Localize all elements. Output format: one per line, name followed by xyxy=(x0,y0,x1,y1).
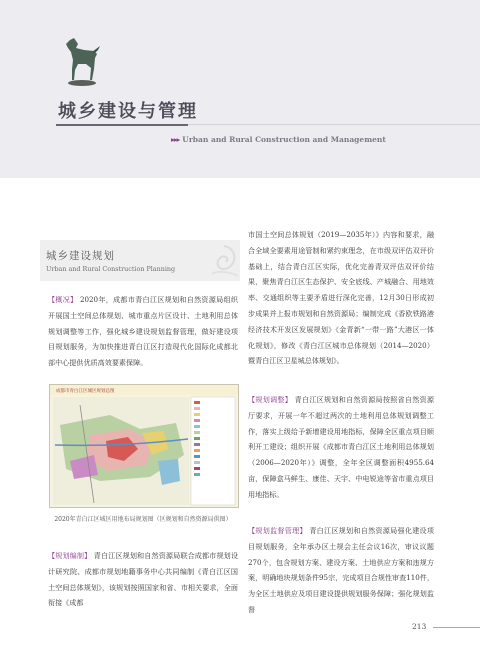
para-tag-adjustment: 【规划调整】 xyxy=(248,395,293,404)
right-column-para-2 xyxy=(248,392,434,503)
para-text: 青白江区规划和自然资源局联合成都市规划设计研究院、成都市规划地籍事务中心共同编制《青白江区国土空间总体规划》，该规划按照国家和省、市相关要求，全面衔接《成都 xyxy=(48,551,239,608)
para-text: 市国土空间总体规划（2019—2035年）》内容和要求，融合全域全要素用途管制和紧约束理念，在市级双评估双评价基础上，结合青白江区实际，优化完善青双评估双评价结果，聚焦青白江区生态保护、安全底线、产城融合、用地效率、交通组织等主要矛盾进行深化完善，12月30日形成初步成果并上报市规划和自然资源局；编制完成《香欧铁路港经济技术开发区发展规划》《金青新“一带一路”大港区一体化规划》，修改《青白江区城市总体规划（2014—2020）暨青白江区卫星城总体规划》。 xyxy=(248,230,434,366)
section-subtitle: Urban and Rural Construction Planning xyxy=(46,265,176,273)
page-number-rule xyxy=(433,627,480,628)
page-header xyxy=(0,0,480,178)
map-graphic xyxy=(50,385,238,507)
para-tag-overview: 【概况】 xyxy=(48,295,78,304)
para-tag-supervision: 【规划监督管理】 xyxy=(248,526,307,535)
chapter-title: 城乡建设与管理 xyxy=(58,101,198,122)
decorative-swirl-icon xyxy=(208,242,240,278)
page-number: 213 xyxy=(412,622,427,631)
section-title: 城乡建设规划 xyxy=(46,250,115,262)
left-column-para-2 xyxy=(48,548,238,611)
map-caption: 2020年青白江区城区用地布局规划图（区规划和自然资源局供图） xyxy=(54,516,232,523)
para-text: 青白江区规划和自然资源局按照省自然资源厅要求，开展一年不超过两次的土地利用总体规划调整工作，落实上级给予新增建设用地指标，保障全区重点项目顺利开工建设；组织开展《成都市青白江区土地利用总体规划（2006—2020年）》调整，全年全区调整面积4955.64亩，保障盒马鲜生、康佳、天宇、中电锐途等省市重点项目用地指标。 xyxy=(248,395,435,499)
chapter-subtitle-text: Urban and Rural Construction and Management xyxy=(182,135,386,144)
para-text: 青白江区规划和自然资源局强化建设项目规划服务，全年承办区土规会主任会议16次，审议议题270个，包含规划方案、建设方案、土地供应方案和违规方案，明确地块规划条件95宗，完成项目合规性审查110件，为全区土地供应及项目建设提供规划服务保障；强化规划监督 xyxy=(248,526,434,614)
right-column-para-3 xyxy=(248,523,434,618)
para-text: 2020年，成都市青白江区规划和自然资源局组织开展国土空间总体规划、城市重点片区设计、土地利用总体规划调整等工作，强化城乡建设规划监督管理，做好建设项目规划服务，为加快推进青白江区打造现代化国际化成都北部中心提供优质高效要素保障。 xyxy=(48,295,238,368)
arrow-icons: ▸▸▸ xyxy=(171,135,180,144)
right-column-para-1 xyxy=(248,227,434,369)
bronze-horse-icon xyxy=(62,36,102,88)
map-title: 成都市青白江区城区规划总图 xyxy=(56,389,115,394)
left-column-para-1 xyxy=(48,292,238,371)
land-use-map xyxy=(49,384,239,508)
header-rule-accent xyxy=(56,124,188,126)
para-tag-planning: 【规划编制】 xyxy=(48,551,92,560)
chapter-subtitle xyxy=(171,135,386,144)
